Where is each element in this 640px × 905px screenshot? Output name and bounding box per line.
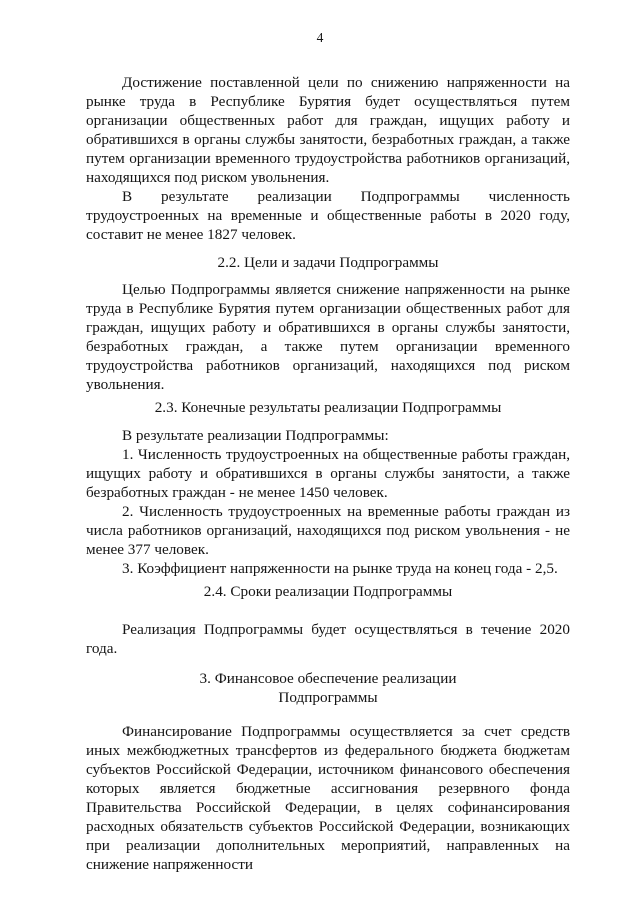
results-body <box>86 426 570 578</box>
finance-section <box>86 669 570 707</box>
terms-body <box>86 620 570 658</box>
goals-body <box>86 280 570 394</box>
terms-section <box>86 582 570 601</box>
results-heading: 2.3. Конечные результаты реализации Подпрограммы <box>154 399 502 416</box>
intro-paragraph-2: В результате реализации Подпрограммы численность трудоустроенных на временные и общественные работы в 2020 году, составит не менее 1827 человек. <box>86 188 570 243</box>
finance-heading-line-1: 3. Финансовое обеспечение реализации <box>199 670 457 687</box>
results-item-2: 2. Численность трудоустроенных на временные работы граждан из числа работников организаций, находящихся под риском увольнения - не менее 377 человек. <box>86 503 570 558</box>
intro-section <box>86 73 570 244</box>
results-section <box>86 398 570 417</box>
goals-heading: 2.2. Цели и задачи Подпрограммы <box>217 254 439 271</box>
results-item-3: 3. Коэффициент напряженности на рынке труда на конец года - 2,5. <box>122 560 558 577</box>
results-item-1: 1. Численность трудоустроенных на общественные работы граждан, ищущих работу и обратившихся в органы службы занятости, а также безработных граждан - не менее 1450 человек. <box>86 446 570 501</box>
goals-paragraph: Целью Подпрограммы является снижение напряженности на рынке труда в Республике Бурятия путем организации общественных работ для граждан, ищущих работу и обратившихся в органы службы занятости, безработных граждан, а также путем организации временного трудоустройства работников организаций, находящихся под риском увольнения. <box>86 281 570 393</box>
page-number: 4 <box>316 30 324 45</box>
finance-body <box>86 722 570 874</box>
terms-paragraph: Реализация Подпрограммы будет осуществляться в течение 2020 года. <box>86 621 570 657</box>
results-intro: В результате реализации Подпрограммы: <box>122 427 389 444</box>
terms-heading: 2.4. Сроки реализации Подпрограммы <box>203 583 453 600</box>
finance-paragraph: Финансирование Подпрограммы осуществляется за счет средств иных межбюджетных трансфертов из федерального бюджета бюджетам субъектов Российской Федерации, источником финансового обеспечения которых является бюджетные ассигнования резервного фонда Правительства Российской Федерации, в целях софинансирования расходных обязательств субъектов Российской Федерации, возникающих при реализации дополнительных мероприятий, направленных на снижение напряженности <box>86 723 570 873</box>
goals-section <box>86 253 570 272</box>
finance-heading-line-2: Подпрограммы <box>278 689 378 706</box>
intro-paragraph-1: Достижение поставленной цели по снижению напряженности на рынке труда в Республике Бурятия будет осуществляться путем организации общественных работ для граждан, ищущих работу и обратившихся в органы службы занятости, безработных граждан, а также путем организации временного трудоустройства работников организаций, находящихся под риском увольнения. <box>86 74 570 186</box>
